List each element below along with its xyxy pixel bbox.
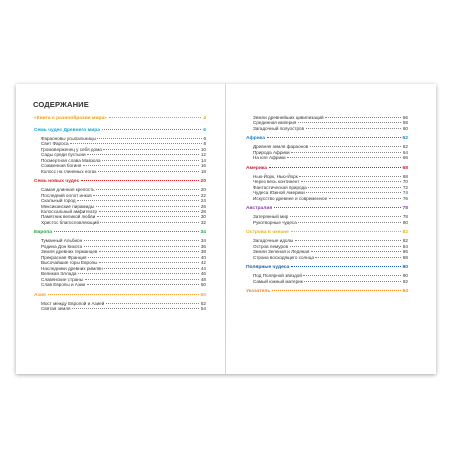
- toc-entry-label: Громоверженец у себя дома: [41, 146, 102, 152]
- dot-leader: [329, 198, 402, 199]
- dot-leader: [102, 129, 201, 130]
- toc-section-heading[interactable]: [246, 230, 408, 237]
- toc-section: [246, 206, 408, 225]
- toc-entry-label: Фараоновы усыпальницы: [41, 135, 96, 141]
- section-page-number: 62: [402, 136, 408, 142]
- toc-entry-label: Слав Европы и Азии: [41, 282, 86, 288]
- toc-entry-label: Нью-Йорк, Нью-Йорк: [253, 173, 298, 179]
- dot-leader: [99, 251, 200, 252]
- toc-entry[interactable]: [246, 155, 408, 160]
- dot-leader: [298, 122, 402, 123]
- toc-entry-label: Сады среди пустыни: [41, 152, 86, 158]
- dot-leader: [96, 206, 200, 207]
- dot-leader: [97, 138, 202, 139]
- toc-entry-label: Земли древнейших цивилизаций: [253, 115, 324, 120]
- toc-section-heading[interactable]: [246, 289, 408, 296]
- toc-entry-label: Мост между Европой и Азией: [41, 300, 105, 306]
- toc-entry-label: Искусство древнее и современное: [253, 195, 328, 201]
- toc-entry-label: Родина Дон Кихота: [41, 243, 83, 249]
- section-page-number: 90: [402, 265, 408, 271]
- section-page-number: 78: [402, 206, 408, 212]
- toc-entry-page: 92: [402, 278, 408, 284]
- toc-entry-label: Прекрасная Франция: [41, 254, 87, 260]
- toc-entry-page: 16: [200, 163, 206, 169]
- dot-leader: [274, 207, 400, 208]
- toc-entry-page: 48: [200, 276, 206, 282]
- toc-entry-label: Древняя земля фараонов: [253, 144, 309, 150]
- toc-section-heading[interactable]: [34, 179, 206, 186]
- toc-entry[interactable]: [34, 306, 206, 311]
- toc-section-heading[interactable]: [34, 116, 206, 123]
- dot-leader: [290, 246, 402, 247]
- dot-leader: [291, 152, 401, 153]
- toc-section-heading[interactable]: [246, 136, 408, 143]
- dot-leader: [315, 257, 401, 258]
- dot-leader: [87, 284, 200, 285]
- toc-section-heading[interactable]: [34, 293, 206, 300]
- dot-leader: [99, 211, 200, 212]
- toc-entry-label: Колосс на глиняных ногах: [41, 168, 97, 174]
- toc-section: [246, 136, 408, 160]
- toc-entry-label: Срединная империя: [253, 120, 297, 126]
- dot-leader: [299, 176, 401, 177]
- section-heading-label: «Книга о разнообразии мира»: [34, 116, 107, 121]
- toc-section: [246, 115, 408, 131]
- section-heading-label: Австралия: [246, 206, 273, 212]
- toc-entry-page: 26: [200, 203, 206, 209]
- section-heading-label: Полярные чудеса: [246, 265, 290, 271]
- toc-entry-page: 62: [402, 144, 408, 150]
- toc-entry-page: 6: [203, 135, 206, 141]
- dot-leader: [310, 146, 402, 147]
- toc-entry-page: 60: [402, 125, 408, 131]
- section-page-number: 68: [402, 165, 408, 171]
- toc-entry-page: 22: [200, 192, 206, 198]
- toc-entry-page: 76: [402, 195, 408, 201]
- section-page-number: 94: [402, 289, 408, 294]
- toc-entry-label: Загадочные идолы: [253, 238, 294, 244]
- section-heading-label: Азия: [34, 292, 46, 298]
- toc-section: [246, 166, 408, 201]
- toc-entry-page: 40: [200, 254, 206, 260]
- dot-leader: [93, 195, 199, 196]
- section-page-number: 50: [200, 292, 206, 298]
- dot-leader: [311, 251, 402, 252]
- toc-entry-page: 30: [200, 214, 206, 220]
- toc-entry[interactable]: [246, 126, 408, 131]
- toc-entry-page: 46: [200, 271, 206, 277]
- toc-entry-page: 90: [402, 273, 408, 279]
- dot-leader: [298, 222, 401, 223]
- toc-section: [34, 293, 206, 312]
- toc-entry-page: 38: [200, 249, 206, 255]
- toc-entry-page: 24: [200, 198, 206, 204]
- toc-entry-page: 54: [200, 306, 206, 312]
- toc-entry-label: Земли Зеленая и Ледяная: [253, 249, 310, 255]
- dot-leader: [87, 154, 199, 155]
- dot-leader: [291, 231, 401, 232]
- toc-entry-label: Славянские страны: [41, 276, 84, 282]
- dot-leader: [97, 216, 200, 217]
- toc-entry-page: 52: [200, 300, 206, 306]
- toc-entry-page: 66: [402, 155, 408, 161]
- dot-leader: [290, 216, 402, 217]
- toc-entry-page: 8: [203, 141, 206, 147]
- dot-leader: [304, 281, 401, 282]
- toc-entry-page: 82: [402, 238, 408, 244]
- dot-leader: [98, 171, 199, 172]
- dot-leader: [103, 149, 199, 150]
- toc-entry-label: Памятник великой любви: [41, 214, 96, 220]
- toc-entry-label: Фантастическая природа: [253, 184, 307, 190]
- toc-section: [34, 179, 206, 225]
- toc-entry-page: 80: [402, 219, 408, 225]
- toc-entry-page: 68: [402, 173, 408, 179]
- section-heading-label: Указатель: [246, 289, 271, 294]
- toc-entry-label: На юге Африки: [253, 155, 286, 161]
- toc-entry-page: 72: [402, 184, 408, 190]
- section-heading-label: Америка: [246, 165, 268, 171]
- toc-entry[interactable]: [34, 220, 206, 225]
- dot-leader: [269, 167, 401, 168]
- dot-leader: [84, 240, 200, 241]
- toc-entry-label: Последний оплот инков: [41, 192, 92, 198]
- toc-entry-page: 20: [200, 187, 206, 193]
- toc-entry-label: Туманный Альбион: [41, 238, 83, 244]
- toc-entry-page: 36: [200, 243, 206, 249]
- dot-leader: [291, 266, 400, 267]
- toc-section: [246, 230, 408, 260]
- section-page-number: 4: [203, 116, 206, 121]
- toc-entry-page: 50: [200, 282, 206, 288]
- dot-leader: [295, 240, 402, 241]
- dot-leader: [303, 275, 401, 276]
- toc-entry-page: 88: [402, 254, 408, 260]
- toc-entry[interactable]: [246, 279, 408, 284]
- toc-entry-page: 28: [200, 209, 206, 215]
- toc-section: [246, 265, 408, 284]
- dot-leader: [77, 200, 199, 201]
- dot-leader: [81, 180, 198, 181]
- toc-entry-page: 10: [200, 146, 206, 152]
- dot-leader: [100, 222, 199, 223]
- toc-section-heading[interactable]: [246, 265, 408, 272]
- toc-entry-label: Христос благословляющий: [41, 219, 99, 225]
- dot-leader: [267, 137, 401, 138]
- toc-entry-page: 32: [200, 219, 206, 225]
- toc-left-column: [34, 116, 206, 317]
- section-heading-label: Европа: [34, 230, 52, 236]
- toc-entry-label: Под Полярной звездой: [253, 273, 302, 279]
- toc-entry-label: Сожженная богиня: [41, 163, 82, 169]
- toc-entry-label: Через весь континент: [253, 179, 300, 185]
- toc-entry-label: Самая длинная крепость: [41, 187, 95, 193]
- dot-leader: [72, 308, 199, 309]
- dot-leader: [48, 294, 199, 295]
- dot-leader: [301, 181, 401, 182]
- toc-entry-page: 86: [402, 249, 408, 255]
- dot-leader: [308, 187, 401, 188]
- toc-section: [34, 116, 206, 123]
- toc-entry-label: Великая Эллада: [41, 271, 77, 277]
- dot-leader: [84, 246, 200, 247]
- toc-entry-label: Святая земля: [41, 306, 71, 312]
- toc-entry-page: 64: [402, 149, 408, 155]
- dot-leader: [99, 262, 199, 263]
- toc-entry-page: 42: [200, 260, 206, 266]
- toc-entry-label: Остров лемуров: [253, 243, 289, 249]
- toc-entry-label: Мексиканские пирамиды: [41, 203, 95, 209]
- toc-entry[interactable]: [246, 255, 408, 260]
- toc-entry-page: 18: [200, 168, 206, 174]
- toc-entry-label: Чудеса Южной Америки: [253, 190, 305, 196]
- toc-entry-page: 70: [402, 179, 408, 185]
- toc-entry-page: 74: [402, 190, 408, 196]
- toc-entry-page: 12: [200, 152, 206, 158]
- toc-entry-label: Скальный город: [41, 198, 76, 204]
- toc-entry-page: 34: [200, 238, 206, 244]
- toc-entry-page: 56: [402, 115, 408, 120]
- toc-right-column: [246, 115, 408, 301]
- dot-leader: [54, 231, 199, 232]
- toc-section-heading[interactable]: [34, 128, 206, 135]
- dot-leader: [106, 303, 200, 304]
- toc-section: [34, 230, 206, 287]
- dot-leader: [78, 273, 199, 274]
- dot-leader: [306, 128, 402, 129]
- toc-section-heading[interactable]: [246, 166, 408, 173]
- toc-entry-label: Посмертная слава Мавзола: [41, 157, 101, 163]
- section-heading-label: Африка: [246, 136, 265, 142]
- dot-leader: [272, 290, 400, 291]
- dot-leader: [287, 157, 401, 158]
- toc-entry-page: 58: [402, 120, 408, 126]
- toc-entry-label: Высочайшие горы Европы: [41, 260, 98, 266]
- dot-leader: [306, 192, 401, 193]
- toc-entry-label: Наследники древних римлян: [41, 265, 103, 271]
- toc-entry-label: Загадочный полуостров: [253, 125, 305, 131]
- dot-leader: [325, 117, 401, 118]
- toc-entry[interactable]: [246, 220, 408, 225]
- page-title: СОДЕРЖАНИЕ: [33, 100, 89, 109]
- toc-section-heading[interactable]: [34, 230, 206, 237]
- toc-section: [34, 128, 206, 174]
- toc-section-heading[interactable]: [246, 206, 408, 213]
- toc-entry-page: 78: [402, 214, 408, 220]
- dot-leader: [70, 143, 202, 144]
- dot-leader: [85, 279, 200, 280]
- toc-entry-label: Затерянный мир: [253, 214, 289, 220]
- section-page-number: 82: [402, 230, 408, 236]
- toc-entry-label: Страна восходящего солнца: [253, 254, 314, 260]
- toc-entry-label: Самый южный материк: [253, 278, 303, 284]
- section-heading-label: Семь чудес Древнего мира: [34, 127, 100, 133]
- dot-leader: [83, 165, 200, 166]
- toc-entry-label: Колоссальный амфитеатр: [41, 209, 98, 215]
- toc-entry[interactable]: [34, 282, 206, 287]
- toc-entry[interactable]: [34, 169, 206, 174]
- section-page-number: 6: [203, 127, 206, 133]
- toc-entry-label: Природа Африки: [253, 149, 290, 155]
- toc-entry-page: 14: [200, 157, 206, 163]
- toc-section: [246, 289, 408, 296]
- toc-entry-label: Рукотворные чудеса: [253, 219, 297, 225]
- toc-entry-label: Земля древних германцев: [41, 249, 98, 255]
- section-page-number: 34: [200, 230, 206, 236]
- toc-entry[interactable]: [246, 196, 408, 201]
- dot-leader: [102, 160, 199, 161]
- dot-leader: [104, 268, 199, 269]
- section-heading-label: Семь новых чудес: [34, 179, 80, 185]
- toc-entry-label: Свет Фароса: [41, 141, 69, 147]
- dot-leader: [109, 117, 201, 118]
- dot-leader: [88, 257, 199, 258]
- section-page-number: 20: [200, 179, 206, 185]
- section-heading-label: Острова в океане: [246, 230, 289, 236]
- book-spine: [225, 84, 226, 374]
- toc-entry-page: 44: [200, 265, 206, 271]
- toc-entry-page: 84: [402, 243, 408, 249]
- dot-leader: [96, 189, 199, 190]
